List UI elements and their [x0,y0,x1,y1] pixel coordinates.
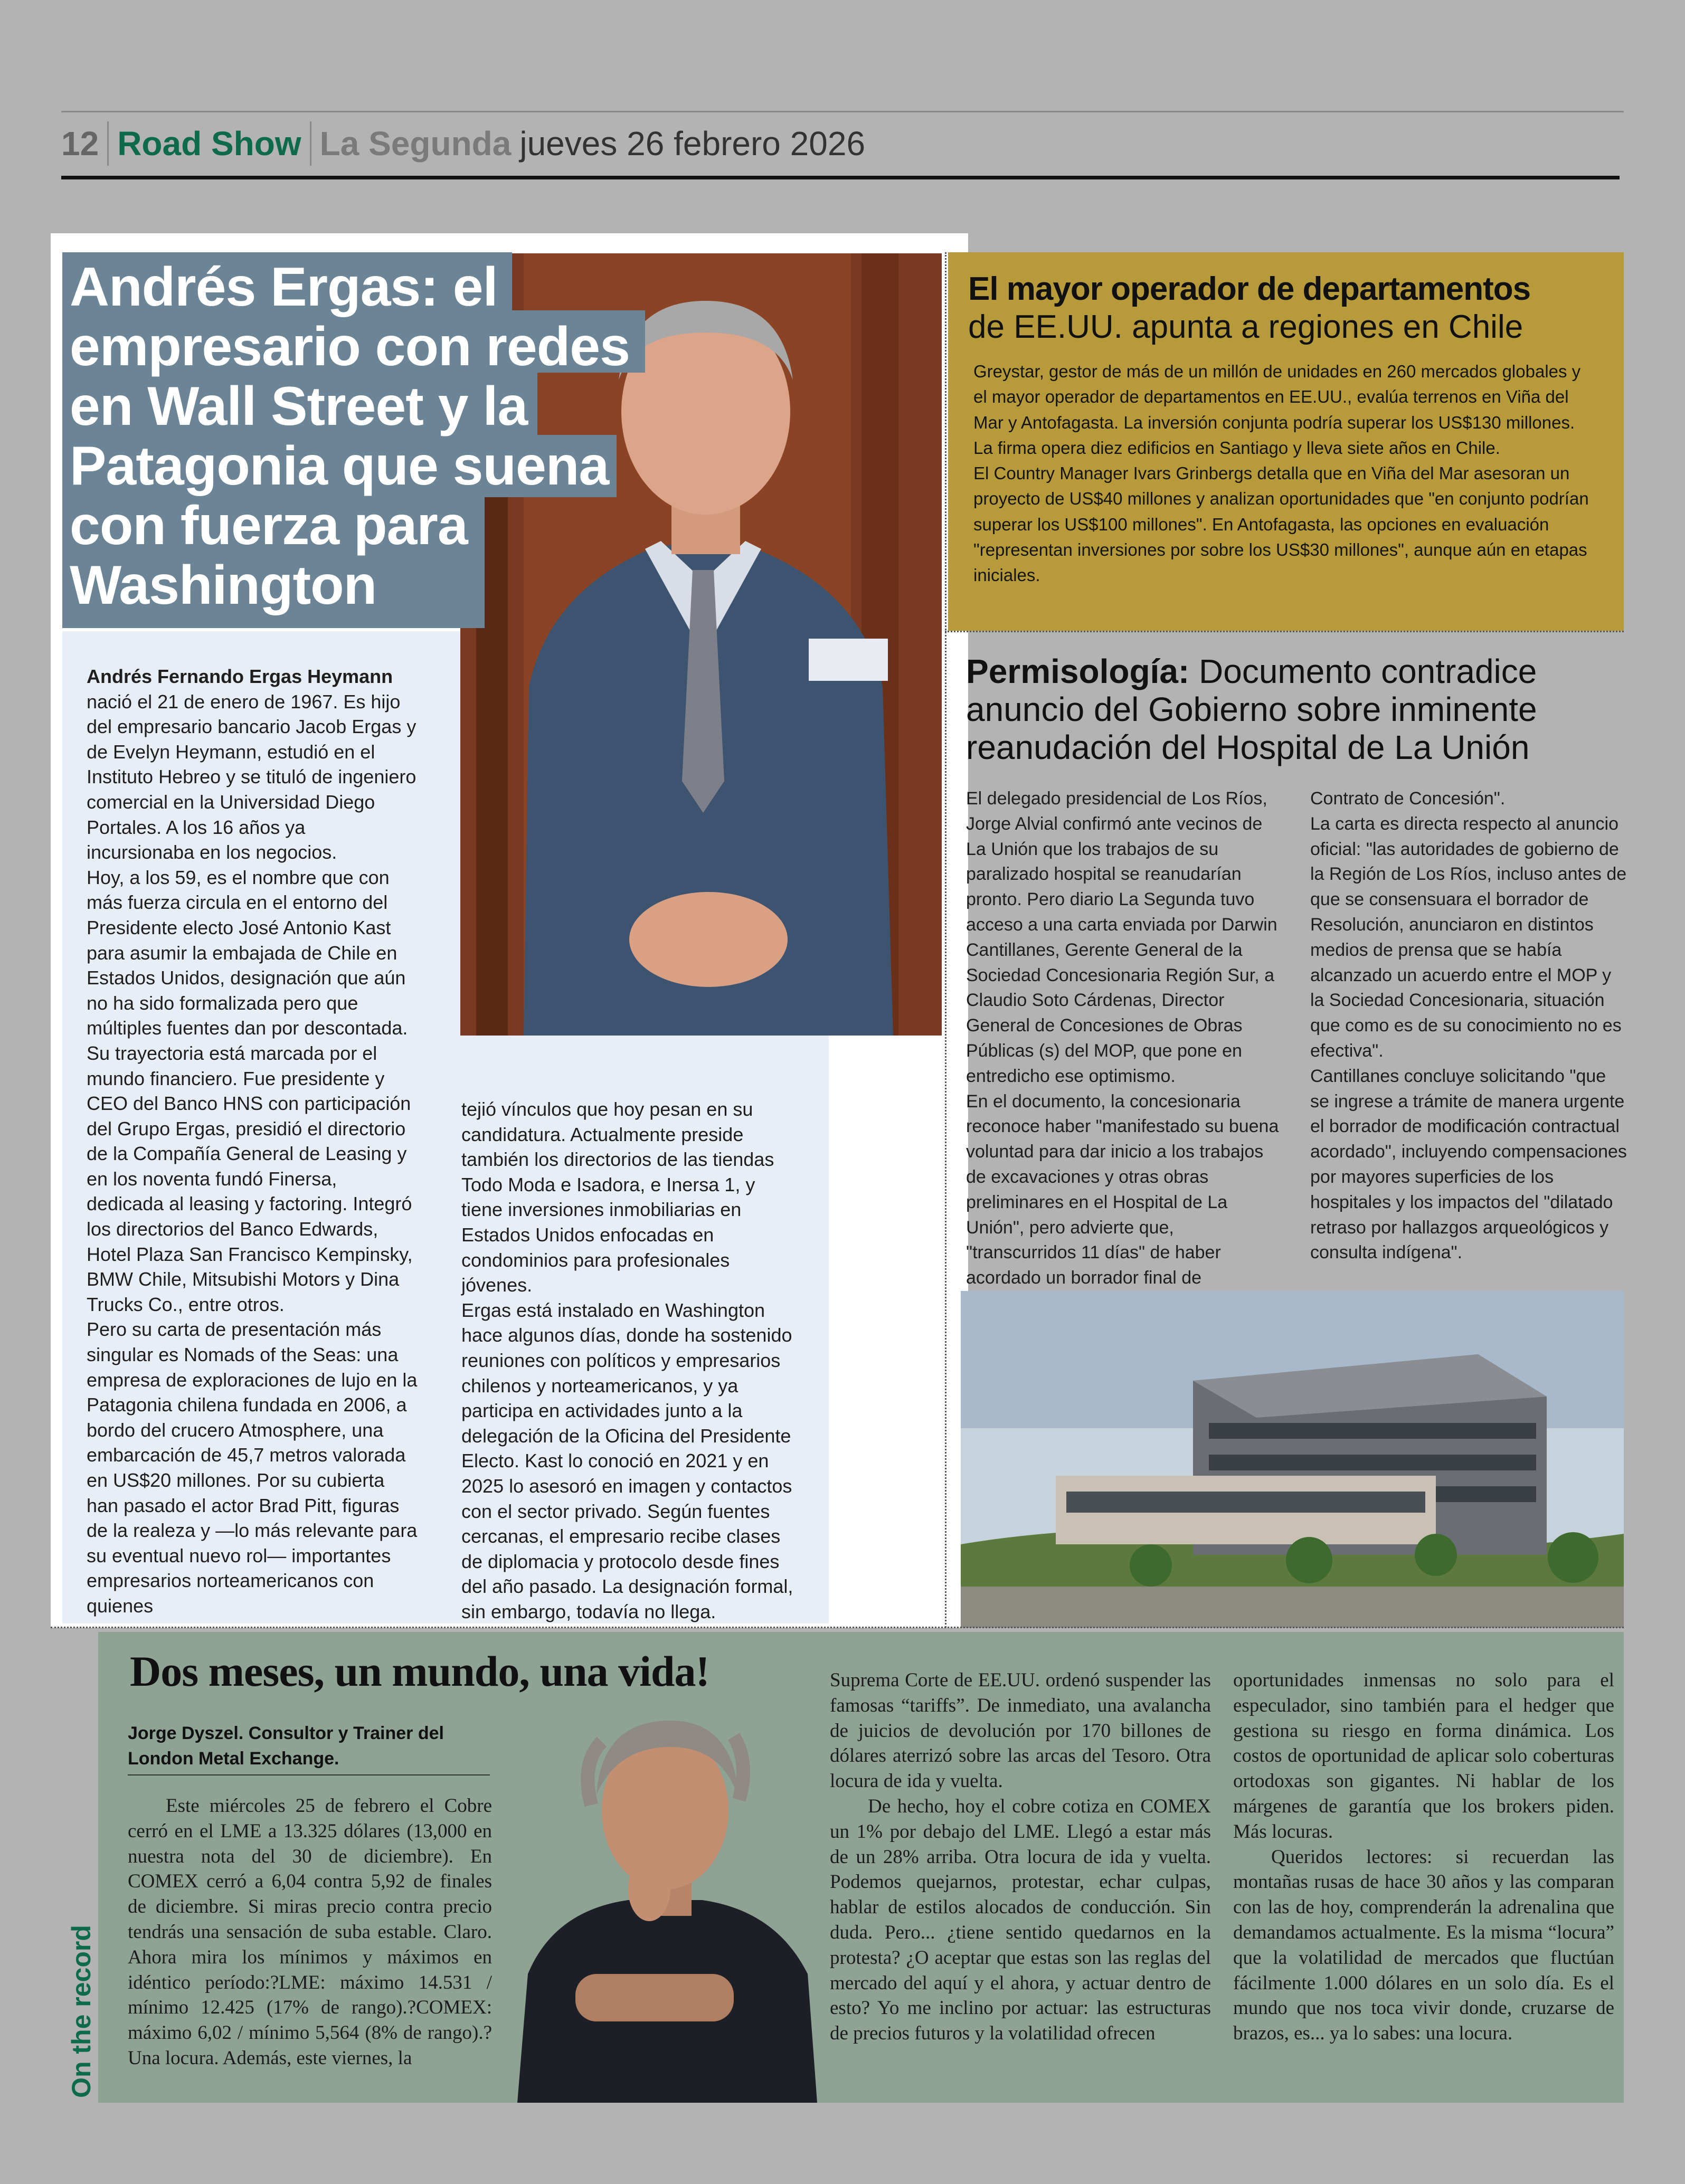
paragraph: Contrato de Concesión". [1310,789,1506,809]
main-headline: Andrés Ergas: el empresario con redes en Wall Street y la Patagonia que suena con fuerza para Washington [70,257,630,616]
paragraph: oportunidades inmensas no solo para el especulador, sino también para el hedger que gestiona su riesgo en forma dinámica. Los costos de oportunidad de aplicar solo coberturas ortodoxas son gigantes. Ni hablar de los márgenes de garantía que los brokers piden. Más locuras. [1233,1669,1614,1843]
greystar-title-light: de EE.UU. apunta a regiones en Chile [968,309,1523,345]
permisologia-column-2 [1310,786,1627,1266]
opinion-column-3 [1233,1668,1614,2046]
paragraph: tejió vínculos que hoy pesan en su candidatura. Actualmente preside también los directorios de las tiendas Todo Moda e Isadora, e Inersa 1, y tiene inversiones inmobiliarias en Estados Unidos enfocadas en condominios para profesionales jóvenes. [461,1098,774,1296]
header-divider [310,121,311,166]
paragraph: Su trayectoria está marcada por el mundo financiero. Fue presidente y CEO del Banco HNS con participación del Grupo Ergas, presidió el directorio de la Compañía General de Leasing y en los noventa fundó Finersa, dedicada al leasing y factoring. Integró los directorios del Banco Edwards, Hotel Plaza San Francisco Kempinsky, BMW Chile, Mitsubishi Motors y Dina Trucks Co., entre otros. [87,1042,413,1315]
page-header [61,117,865,170]
permisologia-title: Documento contradice anuncio del Gobierno sobre inminente reanudación del Hospital de La Unión [966,652,1537,766]
bottom-divider-dotted [51,1627,1624,1628]
paragraph: Suprema Corte de EE.UU. ordenó suspender las famosas “tariffs”. De inmediato, una avalancha de juicios de devolución por 170 billones de dólares aterrizó sobre las arcas del Tesoro. Otra locura de ida y vuelta. [830,1669,1211,1792]
paragraph: Este miércoles 25 de febrero el Cobre cerró en el LME a 13.325 dólares (13,000 en nuestra nota del 30 de diciembre). En COMEX cerró a 6,04 contra 5,92 de finales de diciembre. Si miras precio contra precio tendrás una sensación de suba estable. Claro. Ahora mira los mínimos y máximos en idéntico período:?LME: máximo 14.531 / mínimo 12.425 (17% de rango).?COMEX: máximo 6,02 / mínimo 5,564 (8% de rango).?Una locura. Además, este viernes, la [128,1795,492,2069]
lead-name: Andrés Fernando Ergas Heymann [87,666,393,687]
paragraph: Pero su carta de presentación más singular es Nomads of the Seas: una empresa de exploraciones de lujo en la Patagonia chilena fundada en 2006, a bordo del crucero Atmosphere, una embarcación de 45,7 metros valorada en US$20 millones. Por su cubierta han pasado el actor Brad Pitt, figuras de la realeza y —lo más relevante para su eventual nuevo rol— importantes empresarios norteamericanos con quienes [87,1318,418,1617]
greystar-title-bold: El mayor operador de departamentos [968,271,1531,307]
paragraph: Ergas está instalado en Washington hace algunos días, donde ha sostenido reuniones con políticos y empresarios chilenos y norteamericanos, y ya participa en actividades junto a la delegación de la Oficina del Presidente Electo. Kast lo conoció en 2021 y en 2025 lo asesoró en imagen y contactos con el sector privado. Según fuentes cercanas, el empresario recibe clases de diplomacia y protocolo desde fines del año pasado. La designación formal, sin embargo, todavía no llega. [461,1299,793,1622]
header-bottom-rule [61,176,1620,179]
paragraph: Hoy, a los 59, es el nombre que con más fuerza circula en el entorno del Presidente electo José Antonio Kast para asumir la embajada de Chile en Estados Unidos, designación que aún no ha sido formalizada pero que múltiples fuentes dan por descontada. [87,866,408,1039]
hospital-rendering-image [961,1291,1624,1628]
permisologia-headline [966,652,1626,766]
paragraph: De hecho, hoy el cobre cotiza en COMEX un 1% por debajo del LME. Llegó a estar más de un 28% arriba. Otra locura de ida y vuelta. Podemos quejarnos, protestar, echar culpas, hablar de estilos alocados de conducción. Sin duda. Pero... ¿tiene sentido quedarnos en la protesta? ¿O aceptar que estas son las reglas del mercado del aquí y el ahora, y actuar dentro de esto? Yo me inclino por actuar: las estructuras de precios futuros y la volatilidad ofrecen [830,1795,1211,2045]
byline-rule [128,1774,490,1775]
paragraph: El delegado presidencial de Los Ríos, Jorge Alvial confirmó ante vecinos de La Unión que los trabajos de su paralizado hospital se reanudarían pronto. Pero diario La Segunda tuvo acceso a una carta enviada por Darwin Cantillanes, Gerente General de la Sociedad Concesionaria Región Sur, a Claudio Soto Cárdenas, Director General de Concesiones de Obras Públicas (s) del MOP, que pone en entredicho ese optimismo. [966,789,1277,1086]
opinion-title: Dos meses, un mundo, una vida! [130,1647,709,1695]
columnist-illustration [512,1699,817,2103]
header-divider [107,121,109,166]
issue-date: jueves 26 febrero 2026 [519,125,866,163]
paragraph: La carta es directa respecto al anuncio oficial: "las autoridades de gobierno de la Región de Los Ríos, incluso antes de que se consensuara el borrador de Resolución, anunciaron en distintos medios de prensa que se había alcanzado un acuerdo entre el MOP y la Sociedad Concesionaria, situación que como es de su conocimiento no es efectiva". [1310,813,1627,1061]
opinion-section-label [63,1911,99,2112]
paragraph: Greystar, gestor de más de un millón de unidades en 260 mercados globales y el mayor operador de departamentos en EE.UU., evalúa terrenos en Viña del Mar y Antofagasta. La inversión conjunta podría superar los US$130 millones. La firma opera diez edificios en Santiago y lleva siete años en Chile. [973,362,1581,458]
hospital-illustration [961,1291,1624,1628]
greystar-body [973,359,1596,588]
paragraph: nació el 21 de enero de 1967. Es hijo del empresario bancario Jacob Ergas y de Evelyn Heymann, estudió en el Instituto Hebreo y se tituló de ingeniero comercial en la Universidad Diego Portales. A los 16 años ya incursionaba en los negocios. [87,690,416,863]
opinion-column-1 [128,1793,492,2071]
section-divider-dotted [945,631,1624,632]
on-the-record-label: On the record [67,1925,96,2098]
opinion-column-2 [830,1668,1211,2046]
paragraph: Queridos lectores: si recuerdan las montañas rusas de hace 30 años y las comparan con las de hoy, comprenderán la adrenalina que demandamos actualmente. Es la misma “locura” que la volatilidad de mercados que fluctúan fácilmente 1.000 dólares en un solo día. Es el mundo que nos toca vivir donde, cruzarse de brazos, es... ya lo sabes: una locura. [1233,1846,1614,2045]
greystar-title [968,270,1612,346]
columnist-photo [512,1699,817,2103]
main-article-column-2 [461,1097,799,1624]
column-divider-dotted [945,252,946,1628]
paragraph: En el documento, la concesionaria reconoce haber "manifestado su buena voluntad para dar inicio a los trabajos de excavaciones y otras obras preliminares en el Hospital de La Unión", pero advierte que, "transcurridos 11 días" de haber acordado un borrador final de [966,1091,1279,1288]
publication-name: La Segunda [319,125,512,163]
permisologia-kicker: Permisología: [966,652,1190,690]
page-number: 12 [61,125,99,163]
main-article-column-1 [87,664,418,1619]
paragraph: Cantillanes concluye solicitando "que se ingrese a trámite de manera urgente el borrador de modificación contractual acordado", incluyendo compensaciones por mayores superficies de los hospitales y los impactos del "dilatado retraso por hallazgos arqueológicos y consulta indígena". [1310,1066,1627,1263]
section-name: Road Show [117,125,301,163]
opinion-byline: Jorge Dyszel. Consultor y Trainer del London Metal Exchange. [128,1723,444,1769]
header-top-rule [61,111,1624,112]
paragraph: El Country Manager Ivars Grinbergs detalla que en Viña del Mar asesoran un proyecto de US$40 millones y analizan oportunidades que "en conjunto podrían superar los US$100 millones". En Antofagasta, las opciones en evaluación "representan inversiones por sobre los US$30 millones", aunque aún en etapas iniciales. [973,463,1589,585]
